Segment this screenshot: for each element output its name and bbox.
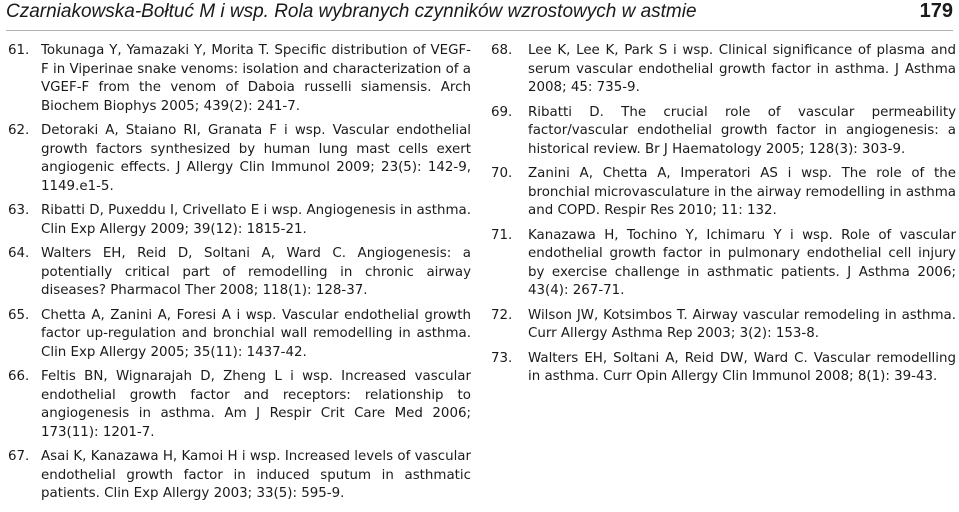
reference-text: Chetta A, Zanini A, Foresi A i wsp. Vascular endothelial growth factor up-regulation and bronchial wall remodelling in asthma. Clin Exp Allergy 2005; 35(11): 1437-42. [41, 307, 471, 360]
references-right-column [491, 42, 956, 393]
reference-text: Asai K, Kanazawa H, Kamoi H i wsp. Increased levels of vascular endothelial growth factor in induced sputum in asthmatic patients. Clin Exp Allergy 2003; 33(5): 595-9. [41, 449, 471, 501]
reference-text: Walters EH, Soltani A, Reid DW, Ward C. Vascular remodelling in asthma. Curr Opin Allergy Clin Immunol 2008; 8(1): 39-43. [528, 350, 956, 384]
page-number: 179 [919, 0, 953, 22]
reference-number: 71. [491, 227, 513, 243]
reference-item [491, 227, 956, 301]
reference-number: 68. [491, 43, 513, 58]
reference-text: Zanini A, Chetta A, Imperatori AS i wsp. The role of the bronchial microvasculature in the airway remodelling in asthma and COPD. Respir Res 2010; 11: 132. [528, 166, 956, 218]
reference-number: 73. [491, 350, 513, 366]
reference-text: Ribatti D, Puxeddu I, Crivellato E i wsp. Angiogenesis in asthma. Clin Exp Allergy 2009; 39(12): 1815-21. [41, 203, 471, 237]
reference-text: Lee K, Lee K, Park S i wsp. Clinical significance of plasma and serum vascular endothelial growth factor in asthma. J Asthma 2008; 45: 735-9. [528, 43, 956, 95]
reference-number: 64. [8, 246, 30, 261]
reference-item [491, 307, 956, 344]
reference-text: Ribatti D. The crucial role of vascular permeability factor/vascular endothelial growth factor in angiogenesis: a historical review. Br J Haematology 2005; 128(3): 303-9. [528, 104, 956, 157]
reference-number: 61. [8, 43, 30, 58]
reference-text: Tokunaga Y, Yamazaki Y, Morita T. Specific distribution of VEGF-F in Viperinae snake venoms: isolation and characterization of a VGEF-F from the venom of Daboia russelli siamensis. Arch Biochem Biophys 2005; 439(2): 241-7. [41, 43, 471, 114]
reference-number: 70. [491, 166, 513, 181]
reference-item [8, 368, 471, 442]
reference-number: 66. [8, 369, 30, 384]
reference-item [491, 42, 956, 98]
reference-item [491, 165, 956, 221]
references-left-column [8, 42, 471, 510]
reference-text: Wilson JW, Kotsimbos T. Airway vascular remodeling in asthma. Curr Allergy Asthma Rep 2003; 3(2): 153-8. [528, 307, 956, 341]
reference-item [8, 42, 471, 116]
reference-text: Kanazawa H, Tochino Y, Ichimaru Y i wsp. Role of vascular endothelial growth factor in pulmonary endothelial cell injury by exercise challenge in asthmatic patients. J Asthma 2006; 43(4): 267-71. [528, 227, 956, 298]
reference-text: Walters EH, Reid D, Soltani A, Ward C. Angiogenesis: a potentially critical part of remodelling in chronic airway diseases? Pharmacol Ther 2008; 118(1): 128-37. [41, 246, 471, 298]
reference-number: 67. [8, 449, 30, 464]
reference-item [8, 122, 471, 196]
reference-item [491, 104, 956, 160]
running-header [6, 0, 953, 31]
reference-text: Detoraki A, Staiano RI, Granata F i wsp. Vascular endothelial growth factors synthesized by human lung mast cells exert angiogenic effects. J Allergy Clin Immunol 2009; 23(5): 142-9, 1149.e1-5. [41, 123, 471, 194]
reference-number: 63. [8, 203, 30, 218]
running-header-title: Czarniakowska-Bołtuć M i wsp. Rola wybranych czynników wzrostowych w astmie [6, 1, 697, 22]
reference-item [8, 245, 471, 301]
reference-item [8, 448, 471, 504]
reference-number: 62. [8, 123, 30, 138]
reference-number: 72. [491, 307, 513, 323]
reference-number: 69. [491, 104, 513, 120]
reference-item [491, 350, 956, 387]
reference-item [8, 307, 471, 363]
reference-item [8, 202, 471, 239]
reference-number: 65. [8, 307, 30, 323]
reference-text: Feltis BN, Wignarajah D, Zheng L i wsp. Increased vascular endothelial growth factor and receptors: relationship to angiogenesis in asthma. Am J Respir Crit Care Med 2006; 173(11): 1201-7. [41, 369, 471, 440]
